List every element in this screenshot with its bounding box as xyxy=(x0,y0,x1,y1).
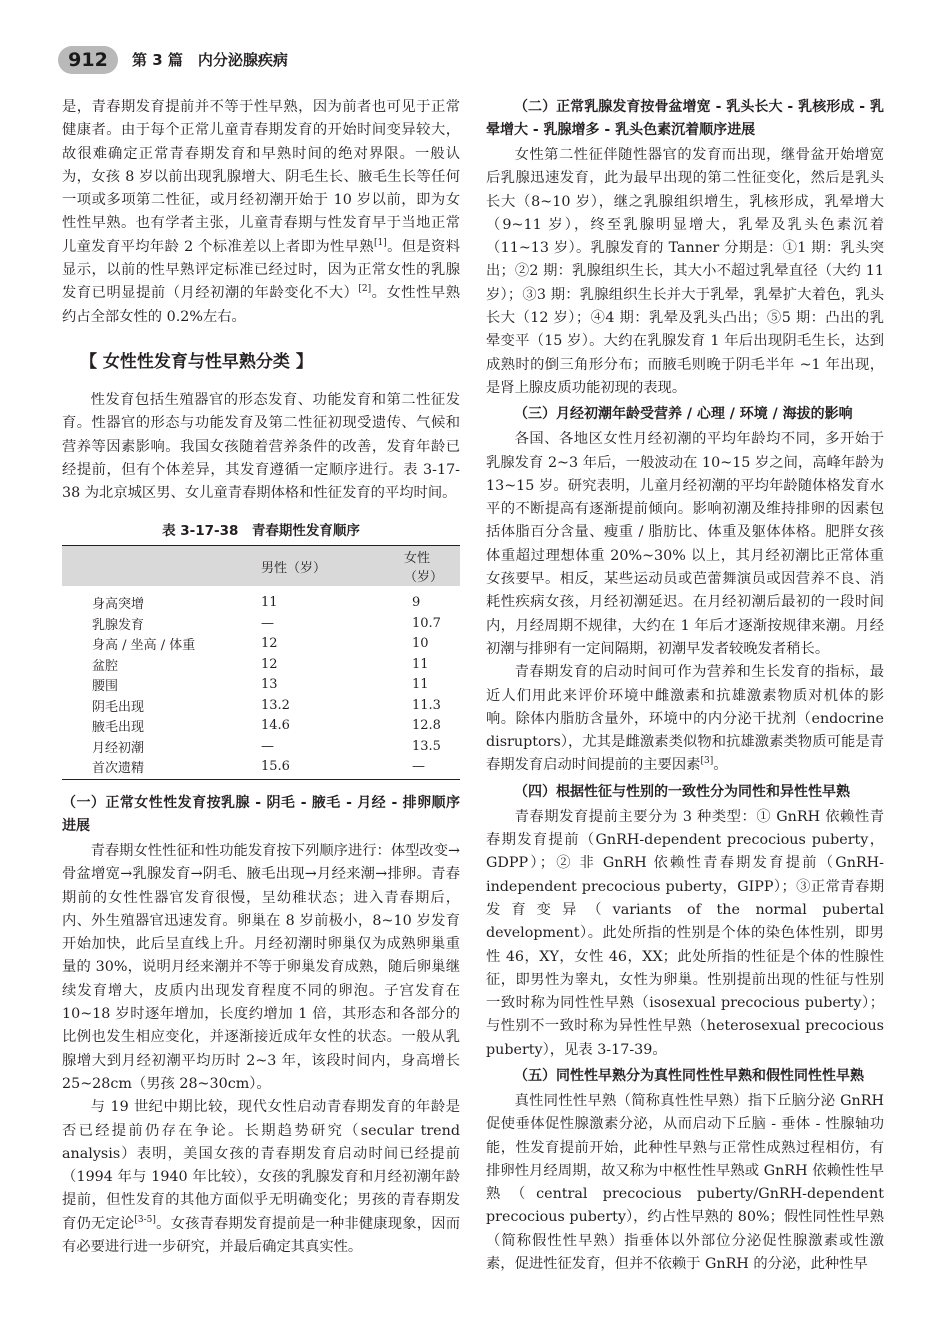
table-cell: 15.6 xyxy=(253,756,382,779)
table-cell: 9 xyxy=(412,595,421,611)
paragraph-trend: 与 19 世纪中期比较，现代女性启动青春期发育的年龄是否已经提前仍存在争论。长期趋势研究（secular trend analysis）表明，美国女孩的青春期发育启动时间已经提前（1994 年与 1940 年比较），女孩的乳腺发育和月经初潮年龄提前，但性发育的其他方面似乎无明确变化；男孩的青春期发育仍无定论[3-5]。女孩青春期发育提前是一种非健康现象，因而有必要进行进一步研究，并最后确定其真实性。 xyxy=(62,1099,461,1255)
table-cell: 11.3 xyxy=(412,697,441,713)
subheading-2: （二）正常乳腺发育按骨盆增宽 - 乳头长大 - 乳核形成 - 乳晕增大 - 乳腺增多 - 乳头色素沉着顺序进展 xyxy=(486,99,884,138)
table-header-cell: 男性（岁） xyxy=(253,546,382,587)
table-row xyxy=(62,613,460,634)
page-header xyxy=(58,46,918,76)
table-cell: 13 xyxy=(261,677,278,693)
subheading-5: （五）同性性早熟分为真性同性性早熟和假性同性性早熟 xyxy=(514,1067,864,1084)
paragraph-environment: 青春期发育的启动时间可作为营养和生长发育的指标，最近人们用此来评价环境中雌激素和抗雄激素物质对机体的影响。除体内脂肪含量外，环境中的内分泌干扰剂（endocrine disruptors），尤其是雌激素类似物和抗雄激素类物质可能是青春期发育启动时间提前的主要因素[3]。 xyxy=(486,664,884,774)
table-row xyxy=(62,633,460,654)
table-cell: 10.7 xyxy=(412,615,441,631)
table-cell: 月经初潮 xyxy=(92,740,145,756)
paragraph-true-precocity: 真性同性性早熟（简称真性性早熟）指下丘脑分泌 GnRH 促使垂体促性腺激素分泌，从而启动下丘脑 - 垂体 - 性腺轴功能，性发育提前开始，此种性早熟与正常性成熟过程相仿，有排卵性月经周期，故又称为中枢性性早熟或 GnRH 依赖性性早熟（central precocious puberty/GnRH-dependent precocious puberty），约占性早熟的 80%；假性同性性早熟（简称假性性早熟）指垂体以外部位分泌促性腺激素或性激素，促进性征发育，但并不依赖于 GnRH 的分泌，此种性早 xyxy=(486,1092,884,1273)
table-cell: 身高 / 坐高 / 体重 xyxy=(92,638,196,654)
table-row xyxy=(62,654,460,675)
table-cell: 身高突增 xyxy=(92,597,145,613)
table-row xyxy=(62,715,460,736)
table-cell: — xyxy=(261,738,274,754)
section-heading: 【 女性性发育与性早熟分类 】 xyxy=(80,351,313,372)
table-header-cell xyxy=(62,546,253,587)
table-cell: 腰围 xyxy=(92,679,119,695)
right-column xyxy=(486,96,884,1276)
table-cell: 盆腔 xyxy=(92,658,119,674)
table-cell: 11 xyxy=(412,677,429,693)
table-header-cell: 女性（岁） xyxy=(382,546,460,587)
page-number: 912 xyxy=(58,46,118,74)
table-caption: 表 3-17-38 青春期性发育顺序 xyxy=(162,523,360,540)
paragraph-intro: 是，青春期发育提前并不等于性早熟，因为前者也可见于正常健康者。由于每个正常儿童青春期发育的开始时间变异较大，故很难确定正常青春期发育和早熟时间的绝对界限。一般认为，女孩 8 岁以前出现乳腺增大、阴毛生长、腋毛生长等任何一项或多项第二性征，或月经初潮开始于 10 岁以前，即为女性性早熟。也有学者主张，儿童青春期与性发育早于当地正常儿童发育平均年龄 2 个标准差以上者即为性早熟[1]。但是资料显示，以前的性早熟评定标准已经过时，因为正常女性的乳腺发育已明显提前（月经初潮的年龄变化不大）[2]。女性性早熟约占全部女性的 0.2%左右。 xyxy=(62,99,461,325)
puberty-sequence-table xyxy=(62,545,460,780)
paragraph-development: 性发育包括生殖器官的形态发育、功能发育和第二性征发育。性器官的形态与功能发育及第二性征初现受遗传、气候和营养等因素影响。我国女孩随着营养条件的改善，发育年龄已经提前，但有个体差异，其发育遵循一定顺序进行。表 3-17-38 为北京城区男、女儿童青春期体格和性征发育的平均时间。 xyxy=(62,391,460,502)
table-cell: — xyxy=(382,756,460,779)
table-cell: 10 xyxy=(412,636,429,652)
table-row xyxy=(62,756,460,779)
left-column xyxy=(62,96,460,1259)
table-row xyxy=(62,695,460,716)
paragraph-types: 青春期发育提前主要分为 3 种类型：① GnRH 依赖性青春期发育提前（GnRH-dependent precocious puberty，GDPP）；② 非 GnRH 依赖性青春期发育提前（GnRH-independent precocious puberty，GIPP）；③正常青春期发育变异（variants of the normal pubertal development）。此处所指的性别是个体的染色体性别，即男性 46，XY，女性 46，XX；此处所指的性征是个体的性腺性征，即男性为睾丸，女性为卵巢。性别提前出现的性征与性别一致时称为同性性早熟（isosexual precocious puberty）；与性别不一致时称为异性性早熟（heterosexual precocious puberty），见表 3-17-39。 xyxy=(486,808,884,1058)
table-row xyxy=(62,674,460,695)
table-cell: 首次遗精 xyxy=(62,756,253,779)
table-cell: 12 xyxy=(261,656,278,672)
table-cell: 12 xyxy=(261,636,278,652)
table-row xyxy=(62,736,460,757)
table-header-row xyxy=(62,546,460,587)
subheading-1: （一）正常女性性发育按乳腺 - 阴毛 - 腋毛 - 月经 - 排卵顺序进展 xyxy=(62,794,460,834)
subheading-3: （三）月经初潮年龄受营养 / 心理 / 环境 / 海拔的影响 xyxy=(514,406,853,423)
subheading-4: （四）根据性征与性别的一致性分为同性和异性性早熟 xyxy=(514,783,850,800)
table-cell: 13.5 xyxy=(412,738,441,754)
paragraph-menarche: 各国、各地区女性月经初潮的平均年龄均不同，多开始于乳腺发育 2~3 年后，一般波动在 10~15 岁之间，高峰年龄为 13~15 岁。研究表明，儿童月经初潮的平均年龄随体格发育水平的不断提高有逐渐提前倾向。影响初潮及维持排卵的因素包括体脂百分含量、瘦重 / 脂肪比、体重及躯体体格。肥胖女孩体重超过理想体重 20%~30% 以上，其月经初潮比正常体重女孩要早。相反，某些运动员或芭蕾舞演员或因营养不良、消耗性疾病女孩，月经初潮延迟。在月经初潮后最初的一段时间内，月经周期不规律，大约在 1 年后才逐渐按规律来潮。月经初潮与排卵有一定间隔期，初潮早发者较晚发者稍长。 xyxy=(486,431,884,657)
table-cell: 腋毛出现 xyxy=(92,720,145,736)
chapter-title: 第 3 篇 内分泌腺疾病 xyxy=(132,51,288,69)
table-cell: 11 xyxy=(412,656,429,672)
table-cell: 乳腺发育 xyxy=(92,617,145,633)
table-cell: 11 xyxy=(261,595,278,611)
table-row xyxy=(62,586,460,613)
table-cell: 阴毛出现 xyxy=(92,699,145,715)
table-cell: — xyxy=(261,615,274,631)
paragraph-sequence: 青春期女性性征和性功能发育按下列顺序进行：体型改变→骨盆增宽→乳腺发育→阴毛、腋毛出现→月经来潮→排卵。青春期前的女性性器官发育很慢，呈幼稚状态；进入青春期后，内、外生殖器官迅速发育。卵巢在 8 岁前极小，8~10 岁发育开始加快，此后呈直线上升。月经初潮时卵巢仅为成熟卵巢重量的 30%，说明月经来潮并不等于卵巢发育成熟，随后卵巢继续发育增大，皮质内出现发育程度不同的卵泡。子宫发育在 10~18 岁时逐年增加，长度约增加 1 倍，其形态和各部分的比例也发生相应变化，并逐渐接近成年女性的状态。一般从乳腺增大到月经初潮平均历时 2~3 年，该段时间内，身高增长 25~28cm（男孩 28~30cm）。 xyxy=(62,842,460,1092)
paragraph-breast: 女性第二性征伴随性器官的发育而出现，继骨盆开始增宽后乳腺迅速发育，此为最早出现的第二性征变化，然后是乳头长大（8~10 岁），继之乳腺组织增生，乳核形成，乳晕增大（9~11 岁），终至乳腺明显增大，乳晕及乳头色素沉着（11~13 岁）。乳腺发育的 Tanner 分期是：①1 期：乳头突出；②2 期：乳腺组织生长，其大小不超过乳晕直径（大约 11 岁）；③3 期：乳腺组织生长并大于乳晕，乳晕扩大着色，乳头长大（12 岁）；④4 期：乳晕及乳头凸出；⑤5 期：凸出的乳晕变平（15 岁）。大约在乳腺发育 1 年后出现阴毛生长，达到成熟时的倒三角形分布；而腋毛则晚于阴毛半年 ~1 年出现，是肾上腺皮质功能初现的表现。 xyxy=(486,147,884,396)
table-cell: 14.6 xyxy=(261,718,290,734)
table-cell: 12.8 xyxy=(412,718,441,734)
table-cell: 13.2 xyxy=(261,697,290,713)
